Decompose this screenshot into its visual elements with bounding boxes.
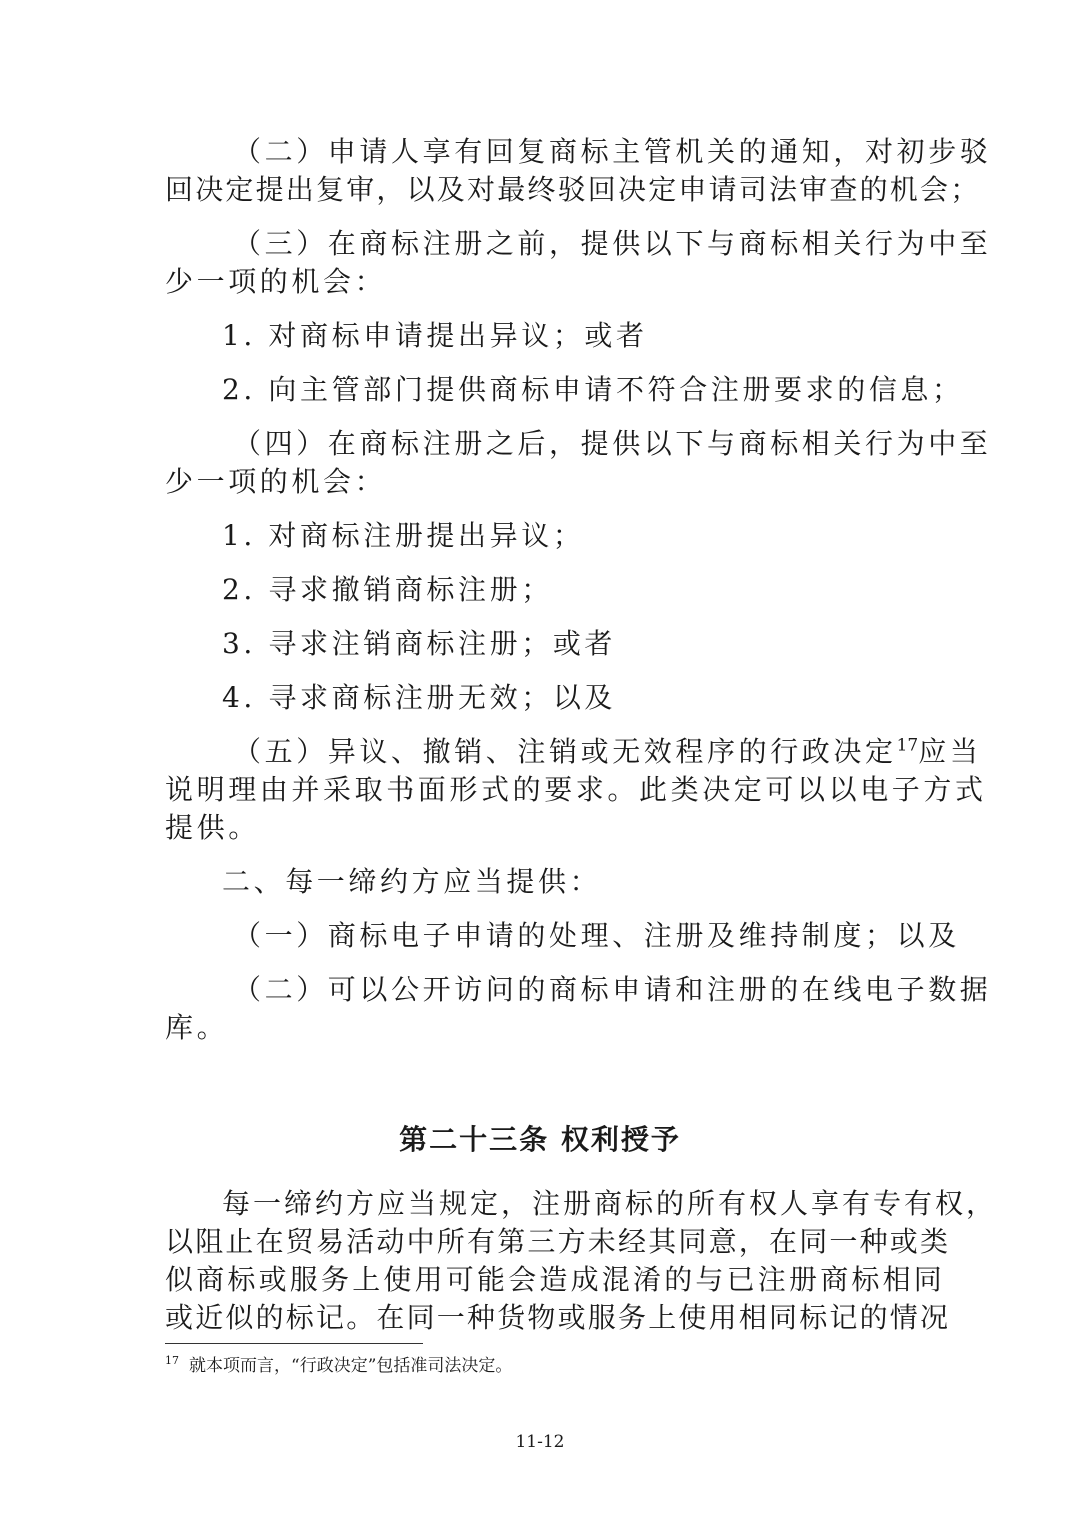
paragraph-line: （二）可以公开访问的商标申请和注册的在线电子数据 bbox=[233, 973, 992, 1006]
paragraph-line: 回决定提出复审，以及对最终驳回决定申请司法审查的机会； bbox=[165, 173, 981, 206]
paragraph-line: （三）在商标注册之前，提供以下与商标相关行为中至 bbox=[233, 227, 992, 260]
list-item: 2. 寻求撤销商标注册； bbox=[222, 573, 553, 606]
paragraph-line: 二、每一缔约方应当提供： bbox=[222, 865, 602, 898]
paragraph-line: 似商标或服务上使用可能会造成混淆的与已注册商标相同 bbox=[165, 1263, 946, 1296]
paragraph-text: 应当 bbox=[918, 735, 982, 768]
list-item: 2. 向主管部门提供商标申请不符合注册要求的信息； bbox=[222, 373, 964, 406]
paragraph-line: 每一缔约方应当规定，注册商标的所有权人享有专有权， bbox=[222, 1187, 998, 1220]
paragraph-line: 说明理由并采取书面形式的要求。此类决定可以以电子方式 bbox=[165, 773, 987, 806]
paragraph-line: （四）在商标注册之后，提供以下与商标相关行为中至 bbox=[233, 427, 992, 460]
paragraph-line: 少一项的机会： bbox=[165, 265, 387, 298]
list-item: 1. 对商标申请提出异议；或者 bbox=[222, 319, 648, 352]
footnote-divider bbox=[165, 1343, 423, 1344]
paragraph-line: （一）商标电子申请的处理、注册及维持制度；以及 bbox=[233, 919, 960, 952]
footnote-reference: 17 bbox=[896, 735, 919, 756]
paragraph-line bbox=[233, 732, 981, 772]
paragraph-line: 以阻止在贸易活动中所有第三方未经其同意，在同一种或类 bbox=[165, 1225, 951, 1258]
paragraph-line: 提供。 bbox=[165, 811, 260, 844]
footnote bbox=[165, 1354, 512, 1378]
list-item: 3. 寻求注销商标注册；或者 bbox=[222, 627, 617, 660]
list-item: 4. 寻求商标注册无效；以及 bbox=[222, 681, 617, 714]
paragraph-line: （二）申请人享有回复商标主管机关的通知，对初步驳 bbox=[233, 135, 992, 168]
paragraph-line: 少一项的机会： bbox=[165, 465, 387, 498]
paragraph-line: 库。 bbox=[165, 1011, 229, 1044]
list-item: 1. 对商标注册提出异议； bbox=[222, 519, 585, 552]
footnote-number: 17 bbox=[165, 1354, 179, 1368]
page-number: 11-12 bbox=[515, 1432, 565, 1452]
article-heading: 第二十三条 权利授予 bbox=[399, 1123, 681, 1156]
footnote-text: 就本项而言，“行政决定”包括准司法决定。 bbox=[189, 1356, 513, 1376]
paragraph-line: 或近似的标记。在同一种货物或服务上使用相同标记的情况 bbox=[165, 1301, 951, 1334]
paragraph-text: （五）异议、撤销、注销或无效程序的行政决定 bbox=[233, 735, 897, 768]
